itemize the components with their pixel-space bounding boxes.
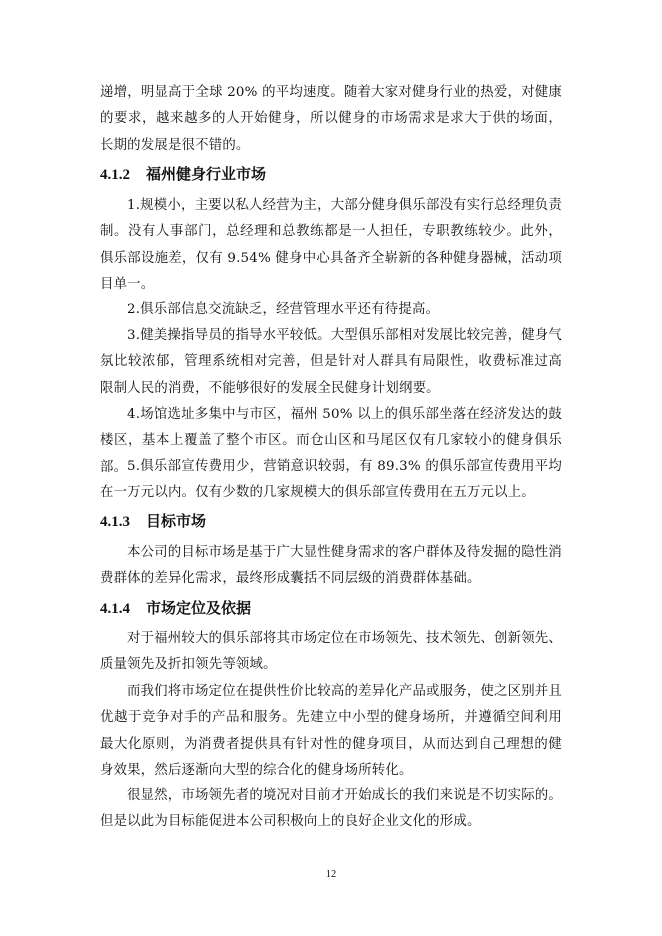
- page-number: 12: [325, 869, 337, 880]
- paragraph-target-market: 本公司的目标市场是基于广大显性健身需求的客户群体及待发掘的隐性消费群体的差异化需求，最终形成囊括不同层级的消费群体基础。: [100, 545, 562, 587]
- section-title: 福州健身行业市场: [146, 165, 267, 183]
- section-heading-4-1-2: [100, 161, 562, 188]
- paragraph-item-2: 2.俱乐部信息交流缺乏，经营管理水平还有待提高。: [127, 302, 440, 317]
- paragraph-item-1: 1.规模小，主要以私人经营为主，大部分健身俱乐部没有实行总经理负责制。没有人事部门，总经理和总教练都是一人担任，专职教练较少。此外，俱乐部设施差，仅有 9.54% 健身中心具备齐全崭新的各种健身器械，活动项目单一。: [100, 198, 562, 293]
- paragraph-item-4: 4.场馆选址多集中与市区，福州 50% 以上的俱乐部坐落在经济发达的鼓楼区，基本上覆盖了整个市区。而仓山区和马尾区仅有几家较小的健身俱乐部。: [100, 407, 562, 475]
- paragraph-item-5: 5.俱乐部宣传费用少，营销意识较弱，有 89.3% 的俱乐部宣传费用平均在一万元以内。仅有少数的几家规模大的俱乐部宣传费用在五万元以上。: [100, 459, 562, 501]
- section-title: 市场定位及依据: [146, 599, 252, 617]
- section-number: 4.1.2: [100, 167, 130, 183]
- section-heading-4-1-4: [100, 595, 562, 622]
- paragraph-positioning-2: 而我们将市场定位在提供性价比较高的差异化产品或服务，使之区别并且优越于竞争对手的产品和服务。先建立中小型的健身场所，并遵循空间利用最大化原则，为消费者提供具有针对性的健身项目，从而达到自己理想的健身效果，然后逐渐向大型的综合化的健身场所转化。: [100, 684, 562, 779]
- section-title: 目标市场: [146, 512, 207, 530]
- section-heading-4-1-3: [100, 508, 562, 535]
- paragraph-item-3: 3.健美操指导员的指导水平较低。大型俱乐部相对发展比较完善，健身气氛比较浓郁，管理系统相对完善，但是针对人群具有局限性，收费标准过高限制人民的消费，不能够很好的发展全民健身计划纲要。: [100, 328, 562, 396]
- paragraph-positioning-1: 对于福州较大的俱乐部将其市场定位在市场领先、技术领先、创新领先、质量领先及折扣领先等领域。: [100, 631, 562, 673]
- section-number: 4.1.4: [100, 601, 130, 617]
- paragraph-positioning-3: 很显然，市场领先者的境况对目前才开始成长的我们来说是不切实际的。但是以此为目标能促进本公司积极向上的良好企业文化的形成。: [100, 788, 562, 830]
- section-number: 4.1.3: [100, 514, 130, 530]
- paragraph-intro: 递增，明显高于全球 20% 的平均速度。随着大家对健身行业的热爱，对健康的要求，越来越多的人开始健身，所以健身的市场需求是求大于供的场面，长期的发展是很不错的。: [100, 85, 562, 153]
